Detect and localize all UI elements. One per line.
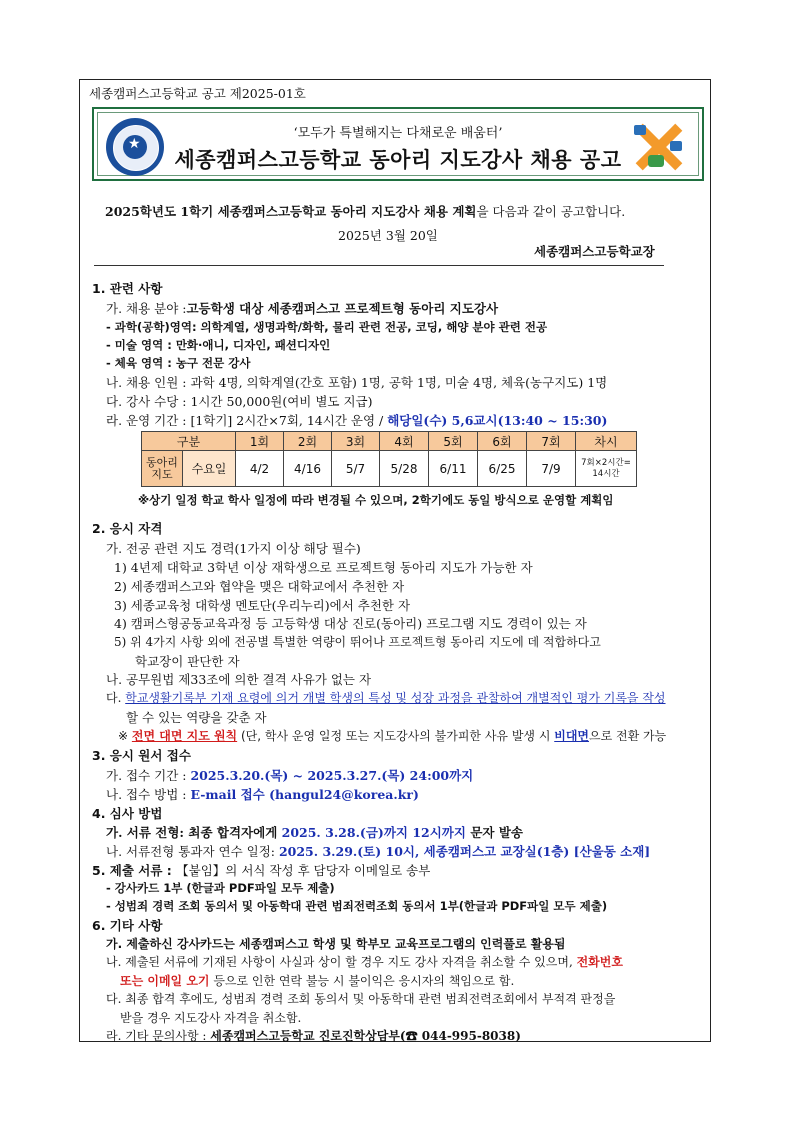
schedule-header-cell: 2회 (284, 432, 332, 451)
date-cell: 5/28 (380, 451, 429, 487)
in-person-principle: 전면 대면 지도 원칙 (131, 729, 238, 743)
total-hours-cell (576, 451, 637, 487)
screening-deadline: 2025. 3.28.(금)까지 12시까지 (281, 825, 466, 840)
remote-label: 비대면 (554, 729, 590, 743)
section-5-heading (92, 861, 430, 879)
application-method (106, 785, 419, 803)
signer: 세종캠퍼스고등학교장 (534, 244, 655, 259)
total-hours-line2: 14시간 (592, 468, 620, 479)
other-c: 다. 최종 합격 후에도, 성범죄 경력 조회 동의서 및 아동학대 관련 범죄전력조회에서 부적격 판정을 (106, 992, 616, 1006)
other-b-phone: 전화번호 (576, 955, 623, 969)
other-d-label: 라. 기타 문의사항 : (106, 1029, 211, 1043)
total-hours-line1: 7회×2시간= (581, 457, 631, 468)
application-period-value: 2025.3.20.(목) ~ 2025.3.27.(목) 24:00까지 (190, 768, 474, 783)
recruit-field (106, 299, 498, 317)
banner-inner-border (97, 112, 699, 176)
instructor-pay: 다. 강사 수당 : 1시간 50,000원(여비 별도 지급) (106, 394, 373, 409)
other-a: 가. 제출하신 강사카드는 세종캠퍼스고 학생 및 학부모 교육프로그램의 인력풀로 활용됨 (106, 937, 566, 951)
screening-documents-end: 문자 발송 (465, 825, 523, 840)
application-method-label: 나. 접수 방법 : (106, 787, 191, 802)
operation-period-label: 라. 운영 기간 : [1학기] 2시간×7회, 14시간 운영 / (106, 413, 388, 428)
schedule-header-cell: 7회 (527, 432, 576, 451)
date-cell: 6/25 (478, 451, 527, 487)
divider (94, 265, 664, 266)
other-b (106, 953, 623, 970)
qualification-item: 2) 세종캠퍼스고와 협약을 맺은 대학교에서 추천한 자 (114, 579, 405, 594)
application-period (106, 766, 473, 784)
qualification-c-cont: 할 수 있는 역량을 갖춘 자 (126, 710, 267, 725)
note-middle: (단, 학사 운영 일정 또는 지도강사의 불가피한 사유 발생 시 (237, 729, 555, 743)
schedule-header-cell: 3회 (332, 432, 380, 451)
qualification-item: 4) 캠퍼스형공동교육과정 등 고등학생 대상 진로(동아리) 프로그램 지도 경력이 있는 자 (114, 616, 587, 631)
schedule-header-cell: 구분 (142, 432, 236, 451)
recruit-count: 나. 채용 인원 : 과학 4명, 의학계열(간호 포함) 1명, 공학 1명, 미술 4명, 체육(농구지도) 1명 (106, 375, 608, 390)
application-email: E-mail 접수 (hangul24@korea.kr) (190, 787, 419, 802)
field-pe: - 체육 영역 : 농구 전문 강사 (106, 356, 251, 370)
schedule-header-cell: 차시 (576, 432, 637, 451)
training-schedule (106, 842, 650, 860)
qualification-c (106, 689, 666, 706)
screening-documents (106, 823, 523, 841)
intro-rest: 을 다음과 같이 공고합니다. (476, 204, 626, 219)
section-3-heading: 3. 응시 원서 접수 (92, 748, 191, 763)
other-b-cont (120, 972, 514, 989)
operation-period-time: 해당일(수) 5,6교시(13:40 ~ 15:30) (387, 413, 608, 428)
qualification-c-highlight: 학교생활기록부 기재 요령에 의거 개별 학생의 특성 및 성장 과정을 관찰하여 개별적인 평가 기록을 작성 (125, 691, 666, 705)
contact-info: 세종캠퍼스고등학교 진로진학상담부(☎ 044-995-8038) (210, 1029, 521, 1043)
page-title: 세종캠퍼스고등학교 동아리 지도강사 채용 공고 (174, 148, 622, 172)
date-cell: 7/9 (527, 451, 576, 487)
notice-number: 세종캠퍼스고등학교 공고 제2025-01호 (89, 86, 306, 101)
notice-date: 2025년 3월 20일 (338, 228, 438, 243)
qualification-c-prefix: 다. (106, 691, 126, 705)
section-5-desc: 【붙임】의 서식 작성 후 담당자 이메일로 송부 (176, 863, 431, 878)
screening-documents-label: 가. 서류 전형: 최종 합격자에게 (106, 825, 282, 840)
note-mark: ※ (118, 729, 132, 743)
doc-instructor-card: - 강사카드 1부 (한글과 PDF파일 모두 제출) (106, 881, 335, 895)
schedule-header-cell: 1회 (236, 432, 284, 451)
other-b-end: 등으로 인한 연락 불능 시 불이익은 응시자의 책임으로 함. (209, 974, 515, 988)
slogan: ‘모두가 특별해지는 다채로운 배움터’ (293, 126, 503, 141)
other-d (106, 1027, 521, 1044)
schedule-header-row (142, 432, 637, 451)
field-science: - 과학(공학)영역: 의학계열, 생명과학/화학, 물리 관련 전공, 코딩, 해양 분야 관련 전공 (106, 320, 548, 334)
other-b-text: 나. 제출된 서류에 기재된 사항이 사실과 상이 할 경우 지도 강사 자격을 취소할 수 있으며, (106, 955, 577, 969)
qualification-item: 5) 위 4가지 사항 외에 전공별 특별한 역량이 뛰어나 프로젝트형 동아리 지도에 데 적합하다고 (114, 635, 601, 649)
title-banner (92, 107, 704, 181)
schedule-header-cell: 5회 (429, 432, 478, 451)
section-1-heading: 1. 관련 사항 (92, 281, 163, 296)
date-cell: 6/11 (429, 451, 478, 487)
schedule-row (142, 451, 637, 487)
schedule-header-cell: 6회 (478, 432, 527, 451)
operation-period (106, 411, 607, 429)
intro-bold: 2025학년도 1학기 세종캠퍼스고등학교 동아리 지도강사 채용 계획 (105, 204, 477, 219)
other-b-email: 또는 이메일 오기 (120, 974, 210, 988)
qualification-a: 가. 전공 관련 지도 경력(1가지 이상 해당 필수) (106, 541, 361, 556)
schedule-note: ※상기 일정 학교 학사 일정에 따라 변경될 수 있으며, 2학기에도 동일 방식으로 운영할 계획임 (138, 493, 614, 507)
qualification-item: 3) 세종교육청 대학생 멘토단(우리누리)에서 추천한 자 (114, 598, 411, 613)
date-cell: 5/7 (332, 451, 380, 487)
note-end: 으로 전환 가능 (589, 729, 667, 743)
field-art: - 미술 영역 : 만화·애니, 디자인, 패션디자인 (106, 338, 331, 352)
schedule-header-cell: 4회 (380, 432, 429, 451)
section-2-heading: 2. 응시 자격 (92, 521, 163, 536)
intro-text (105, 202, 625, 220)
schedule-table (141, 431, 637, 487)
recruit-field-label: 가. 채용 분야 : (106, 301, 187, 316)
training-schedule-label: 나. 서류전형 통과자 연수 일정: (106, 844, 279, 859)
recruit-field-value: 고등학생 대상 세종캠퍼스고 프로젝트형 동아리 지도강사 (186, 301, 499, 316)
other-c-cont: 받을 경우 지도강사 자격을 취소함. (120, 1011, 302, 1025)
education-office-logo-icon (630, 119, 688, 175)
training-schedule-value: 2025. 3.29.(토) 10시, 세종캠퍼스고 교장실(1층) [산울동 소재] (278, 844, 651, 859)
day-cell: 수요일 (183, 451, 236, 487)
date-cell: 4/2 (236, 451, 284, 487)
in-person-note (118, 727, 666, 744)
section-6-heading: 6. 기타 사항 (92, 918, 163, 933)
school-emblem-icon: ★ (106, 118, 164, 176)
section-5-title: 5. 제출 서류 : (92, 863, 177, 878)
qualification-item: 1) 4년제 대학교 3학년 이상 재학생으로 프로젝트형 동아리 지도가 가능한 자 (114, 560, 533, 575)
doc-consent-forms: - 성범죄 경력 조회 동의서 및 아동학대 관련 범죄전력조회 동의서 1부(한글과 PDF파일 모두 제출) (106, 899, 608, 913)
qualification-b: 나. 공무원법 제33조에 의한 결격 사유가 없는 자 (106, 672, 372, 687)
date-cell: 4/16 (284, 451, 332, 487)
section-4-heading: 4. 심사 방법 (92, 806, 163, 821)
club-label-cell: 동아리 지도 (142, 451, 183, 487)
qualification-item-cont: 학교장이 판단한 자 (135, 654, 240, 669)
application-period-label: 가. 접수 기간 : (106, 768, 191, 783)
